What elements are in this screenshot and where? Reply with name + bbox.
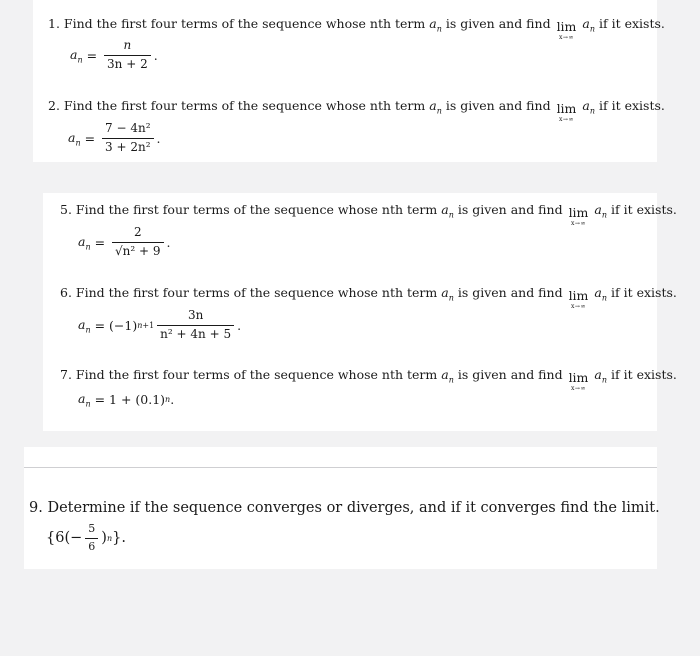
problem-6-formula: $a_n$ = (−1) n+1 $\frac{3n}{\text{n² + 4n + 5}}$ . xyxy=(78,308,242,341)
problem-9-formula: {6(− $\frac{5}{6}$ ) n }. xyxy=(46,522,126,553)
problem-1-statement: 1. Find the first four terms of the sequence whose nth term $a_n$ is given and find lim x→∞ $a_n$ if it exists. xyxy=(48,16,665,41)
problem-7-statement: 7. Find the first four terms of the sequence whose nth term $a_n$ is given and find lim x→∞ $a_n$ if it exists. xyxy=(60,367,677,392)
problem-7-formula: $a_n$ = 1 + (0.1) n . xyxy=(78,391,175,409)
limit-notation: lim x→∞ xyxy=(568,370,589,392)
problem-2-statement: 2. Find the first four terms of the sequence whose nth term $a_n$ is given and find lim x→∞ $a_n$ if it exists. xyxy=(48,98,665,123)
fraction: $\frac{\text{7 − 4n²}}{\text{3 + 2n²}}$ xyxy=(102,122,154,155)
divider xyxy=(24,467,657,468)
problem-9-statement: 9. Determine if the sequence converges or diverges, and if it converges find the limit. xyxy=(29,500,660,516)
problem-1-formula: $a_n$ = $\frac{n}{3n + 2}$ . xyxy=(70,38,158,71)
limit-notation: lim x→∞ xyxy=(568,205,589,227)
fraction: $\frac{5}{6}$ xyxy=(85,523,98,553)
problem-5-formula: $a_n$ = $\frac{2}{\text{√n² + 9}}$ . xyxy=(78,225,171,258)
limit-notation: lim x→∞ xyxy=(556,19,577,41)
limit-notation: lim x→∞ xyxy=(568,288,589,310)
fraction: $\frac{3n}{\text{n² + 4n + 5}}$ xyxy=(157,309,234,342)
fraction: $\frac{2}{\text{√n² + 9}}$ xyxy=(112,226,164,259)
problem-2-formula: $a_n$ = $\frac{\text{7 − 4n²}}{\text{3 + 2n²}}$ . xyxy=(68,121,161,154)
problem-6-statement: 6. Find the first four terms of the sequence whose nth term $a_n$ is given and find lim x→∞ $a_n$ if it exists. xyxy=(60,285,677,310)
problem-5-statement: 5. Find the first four terms of the sequence whose nth term $a_n$ is given and find lim x→∞ $a_n$ if it exists. xyxy=(60,202,677,227)
problem-1-number: 1. xyxy=(48,16,60,31)
problem-1-text: Find the first four terms of the sequence whose nth term xyxy=(63,16,426,31)
fraction: $\frac{n}{3n + 2}$ xyxy=(104,39,151,72)
limit-notation: lim x→∞ xyxy=(556,101,577,123)
